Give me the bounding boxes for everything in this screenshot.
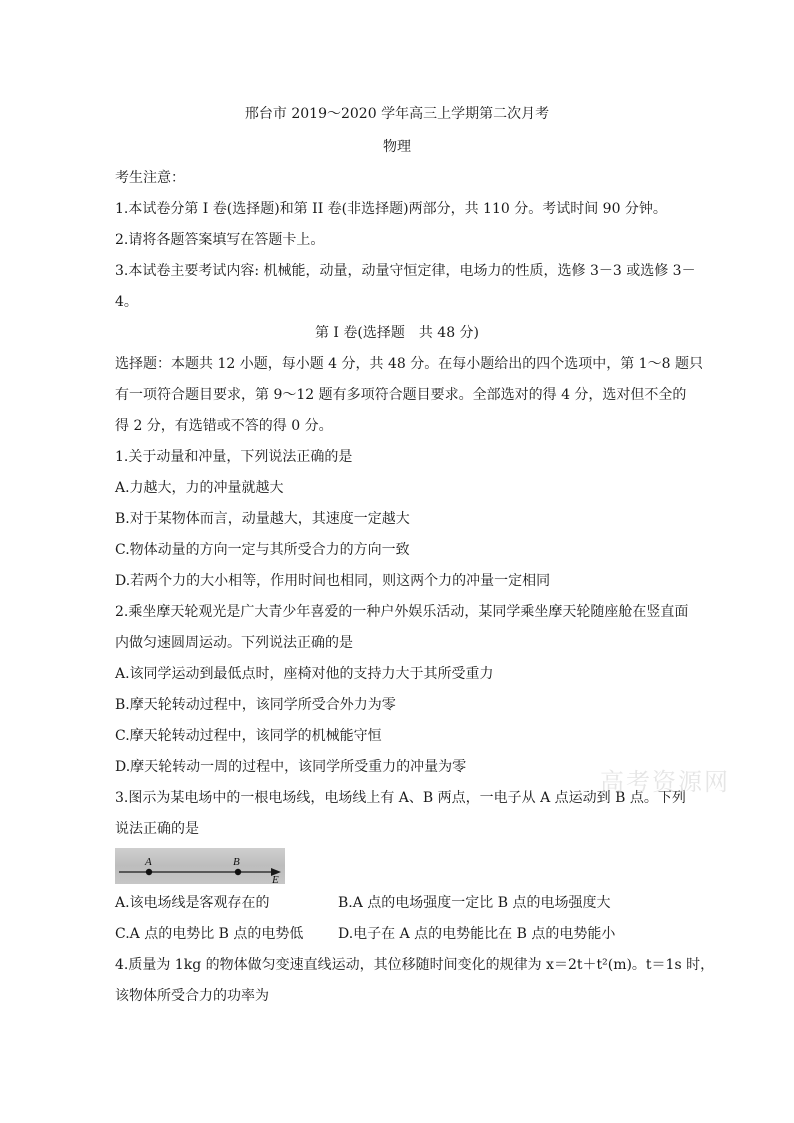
question-1-option-b: B.对于某物体而言，动量越大，其速度一定越大 <box>115 511 410 527</box>
question-2-stem: 2.乘坐摩天轮观光是广大青少年喜爱的一种户外娱乐活动，某同学乘坐摩天轮随座舱在竖直面 <box>115 604 689 620</box>
question-3-option-b: B.A 点的电场强度一定比 B 点的电场强度大 <box>338 895 611 911</box>
section-title: 第 I 卷(选择题 共 48 分) <box>314 325 480 341</box>
watermark: 高考资源网 <box>600 768 730 796</box>
notice-item: 3.本试卷主要考试内容: 机械能，动量，动量守恒定律，电场力的性质，选修 3－3 或选修 3－ <box>115 263 696 279</box>
question-2-option-c: C.摩天轮转动过程中，该同学的机械能守恒 <box>115 728 382 744</box>
question-1-option-d: D.若两个力的大小相等，作用时间也相同，则这两个力的冲量一定相同 <box>115 573 551 589</box>
field-e-label: E <box>272 874 279 884</box>
section-instructions: 选择题：本题共 12 小题，每小题 4 分，共 48 分。在每小题给出的四个选项中，第 1～8 题只 <box>115 356 703 372</box>
notice-item: 1.本试卷分第 I 卷(选择题)和第 II 卷(非选择题)两部分，共 110 分。考试时间 90 分钟。 <box>115 201 667 217</box>
question-4-stem: 4.质量为 1kg 的物体做匀变速直线运动，其位移随时间变化的规律为 x＝2t＋t²(m)。t＝1s 时， <box>115 957 715 973</box>
question-2-option-d: D.摩天轮转动一周的过程中，该同学所受重力的冲量为零 <box>115 759 467 775</box>
question-2-option-a: A.该同学运动到最低点时，座椅对他的支持力大于其所受重力 <box>115 666 494 682</box>
subject-title: 物理 <box>383 139 411 155</box>
question-2-stem: 内做匀速圆周运动。下列说法正确的是 <box>115 635 353 651</box>
question-1-option-a: A.力越大，力的冲量就越大 <box>115 480 284 496</box>
question-3-option-c: C.A 点的电势比 B 点的电势低 <box>115 926 304 942</box>
question-3-stem: 说法正确的是 <box>115 821 199 837</box>
point-b-label: B <box>233 856 240 868</box>
question-1-option-c: C.物体动量的方向一定与其所受合力的方向一致 <box>115 542 410 558</box>
question-3-option-a: A.该电场线是客观存在的 <box>115 895 270 911</box>
field-line-diagram <box>115 848 285 884</box>
section-instructions: 得 2 分，有选错或不答的得 0 分。 <box>115 418 333 434</box>
question-3-option-d: D.电子在 A 点的电势能比在 B 点的电势能小 <box>338 926 616 942</box>
point-a-marker <box>146 869 152 875</box>
question-4-stem: 该物体所受合力的功率为 <box>115 988 269 1004</box>
question-2-option-b: B.摩天轮转动过程中，该同学所受合外力为零 <box>115 697 396 713</box>
point-b-marker <box>235 869 241 875</box>
notice-item: 4。 <box>115 294 138 310</box>
question-3-stem: 3.图示为某电场中的一根电场线，电场线上有 A、B 两点，一电子从 A 点运动到 B 点。下列 <box>115 790 686 806</box>
point-a-label: A <box>145 856 152 868</box>
section-instructions: 有一项符合题目要求，第 9～12 题有多项符合题目要求。全部选对的得 4 分，选对但不全的 <box>115 387 687 403</box>
notice-item: 2.请将各题答案填写在答题卡上。 <box>115 232 325 248</box>
exam-title: 邢台市 2019～2020 学年高三上学期第二次月考 <box>244 106 550 122</box>
electric-field-line-figure <box>115 848 285 884</box>
question-1-stem: 1.关于动量和冲量，下列说法正确的是 <box>115 449 353 465</box>
notice-heading: 考生注意： <box>115 170 185 186</box>
